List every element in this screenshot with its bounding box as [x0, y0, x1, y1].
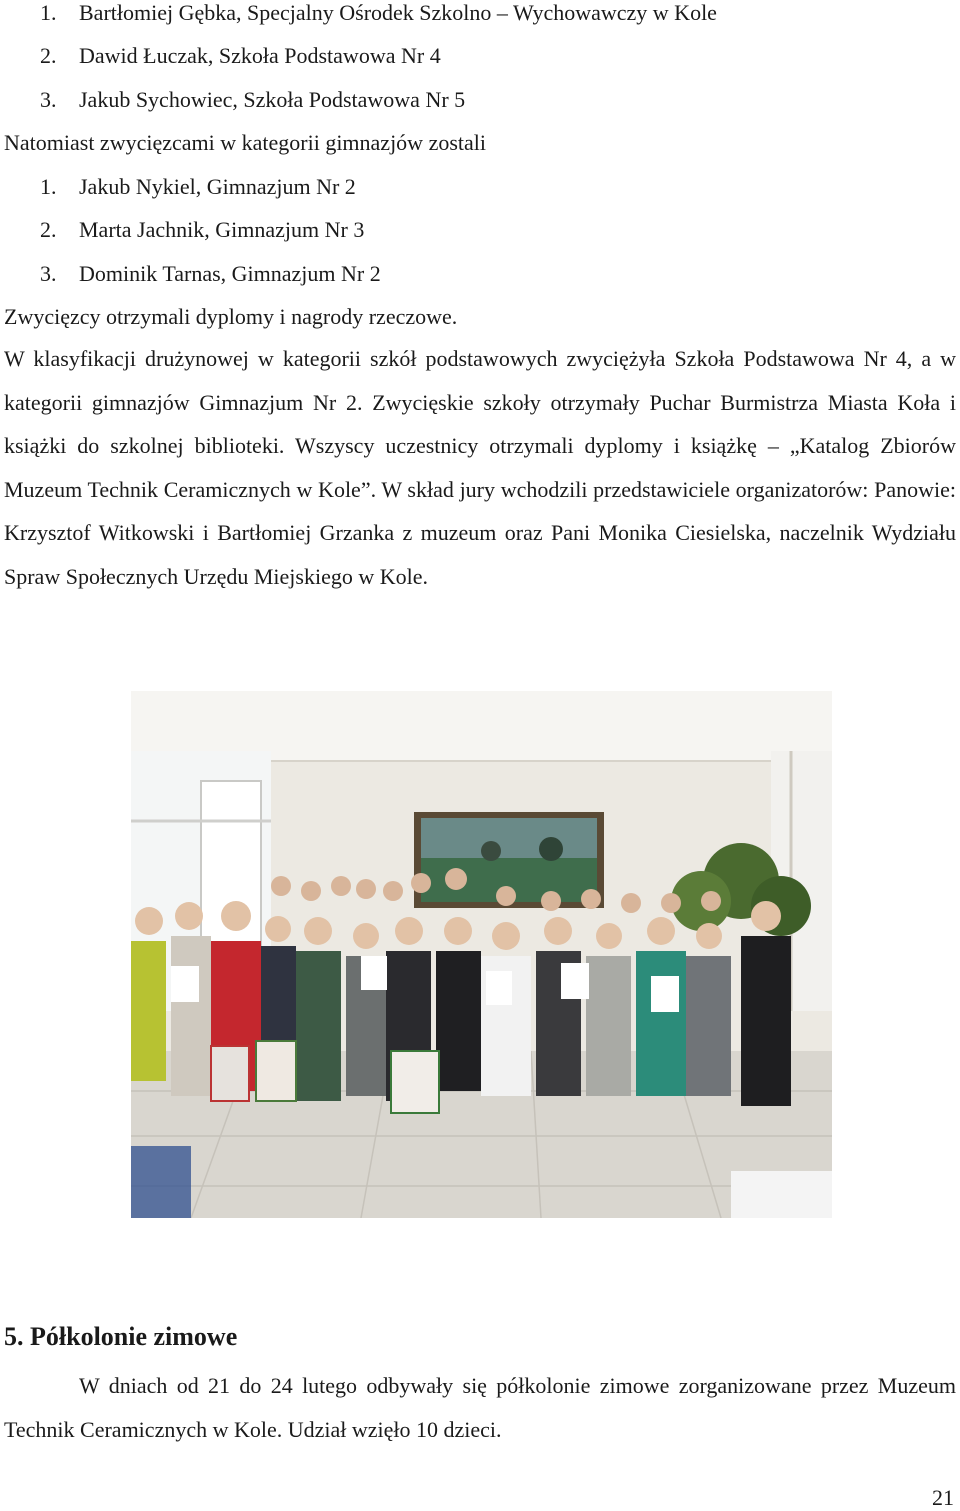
- list-number: 3.: [40, 261, 57, 286]
- list-item: [40, 0, 717, 26]
- list-item: [40, 43, 441, 69]
- list-number: 2.: [40, 217, 57, 242]
- list-text: Marta Jachnik, Gimnazjum Nr 3: [79, 217, 365, 242]
- group-photo: [131, 691, 832, 1218]
- list-number: 1.: [40, 0, 57, 25]
- team-paragraph: W klasyfikacji drużynowej w kategorii szkół podstawowych zwyciężyła Szkoła Podstawowa Nr 4, a w kategorii gimnazjów Gimnazjum Nr 2. Zwycięskie szkoły otrzymały Puchar Burmistrza Miasta Koła i książki do szkolnej biblioteki. Wszyscy uczestnicy otrzymali dyplomy i książkę – „Katalog Zbiorów Muzeum Technik Ceramicznych w Kole”. W skład jury wchodzili przedstawiciele organizatorów: Panowie: Krzysztof Witkowski i Bartłomiej Grzanka z muzeum oraz Pani Monika Ciesielska, naczelnik Wydziału Spraw Społecznych Urzędu Miejskiego w Kole.: [4, 346, 956, 589]
- list-item: [40, 174, 356, 200]
- list-text: Jakub Nykiel, Gimnazjum Nr 2: [79, 174, 356, 199]
- list-text: Dominik Tarnas, Gimnazjum Nr 2: [79, 261, 381, 286]
- list-number: 3.: [40, 87, 57, 112]
- list-item: [40, 87, 465, 113]
- list-number: 1.: [40, 174, 57, 199]
- group-photo-image: [131, 691, 832, 1218]
- section-paragraph: W dniach od 21 do 24 lutego odbywały się półkolonie zimowe zorganizowane przez Muzeum Technik Ceramicznych w Kole. Udział wzięło 10 dzieci.: [4, 1373, 956, 1442]
- list-text: Dawid Łuczak, Szkoła Podstawowa Nr 4: [79, 43, 441, 68]
- list-item: [40, 261, 381, 287]
- winners-note: Zwycięzcy otrzymali dyplomy i nagrody rzeczowe.: [4, 304, 458, 329]
- page-number: 21: [932, 1485, 954, 1510]
- section-heading: 5. Półkolonie zimowe: [4, 1322, 238, 1351]
- gymnasium-intro: Natomiast zwycięzcami w kategorii gimnazjów zostali: [4, 130, 487, 155]
- list-text: Bartłomiej Gębka, Specjalny Ośrodek Szkolno – Wychowawczy w Kole: [79, 0, 717, 25]
- list-number: 2.: [40, 43, 57, 68]
- list-text: Jakub Sychowiec, Szkoła Podstawowa Nr 5: [79, 87, 466, 112]
- list-item: [40, 217, 364, 243]
